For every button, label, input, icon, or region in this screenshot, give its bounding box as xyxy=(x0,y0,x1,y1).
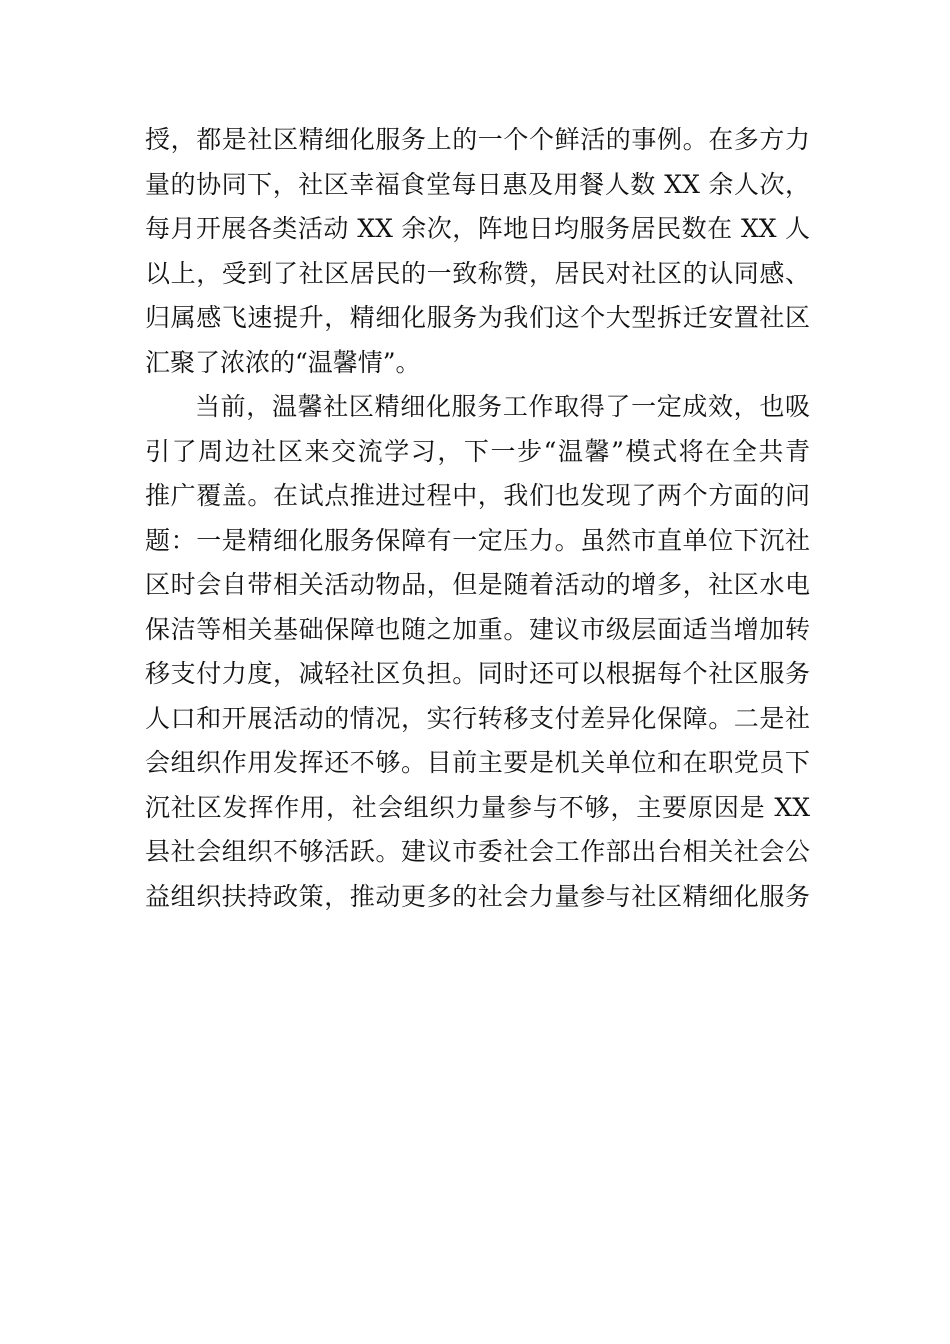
paragraph-2 xyxy=(145,385,810,919)
text-line: 益组织扶持政策，推动更多的社会力量参与社区精细化服务 xyxy=(145,881,810,911)
body-text xyxy=(145,118,810,919)
text-line: 县社会组织不够活跃。建议市委社会工作部出台相关社会公 xyxy=(145,837,810,866)
text-line: 归属感飞速提升，精细化服务为我们这个大型拆迁安置社区 xyxy=(145,303,810,332)
text-line: 推广覆盖。在试点推进过程中，我们也发现了两个方面的问 xyxy=(145,481,810,510)
text-line: 以上，受到了社区居民的一致称赞，居民对社区的认同感、 xyxy=(145,258,810,288)
text-line: 量的协同下，社区幸福食堂每日惠及用餐人数 XX 余人次， xyxy=(145,169,810,199)
text-line: 人口和开展活动的情况，实行转移支付差异化保障。二是社 xyxy=(145,703,810,733)
paragraph-1 xyxy=(145,118,810,385)
text-line: 授，都是社区精细化服务上的一个个鲜活的事例。在多方力 xyxy=(145,125,810,154)
text-line: 保洁等相关基础保障也随之加重。建议市级层面适当增加转 xyxy=(145,614,810,644)
text-line: 引了周边社区来交流学习，下一步“温馨”模式将在全共青 xyxy=(145,436,810,466)
text-line: 汇聚了浓浓的“温馨情”。 xyxy=(145,347,421,377)
text-line: 题：一是精细化服务保障有一定压力。虽然市直单位下沉社 xyxy=(145,525,810,555)
text-line: 当前，温馨社区精细化服务工作取得了一定成效，也吸 xyxy=(195,392,810,421)
text-line: 会组织作用发挥还不够。目前主要是机关单位和在职党员下 xyxy=(145,748,810,777)
text-line: 每月开展各类活动 XX 余次，阵地日均服务居民数在 XX 人 xyxy=(145,214,810,243)
text-line: 沉社区发挥作用，社会组织力量参与不够，主要原因是 XX xyxy=(145,792,810,822)
text-line: 区时会自带相关活动物品，但是随着活动的增多，社区水电 xyxy=(145,570,810,599)
text-line: 移支付力度，减轻社区负担。同时还可以根据每个社区服务 xyxy=(145,659,810,688)
